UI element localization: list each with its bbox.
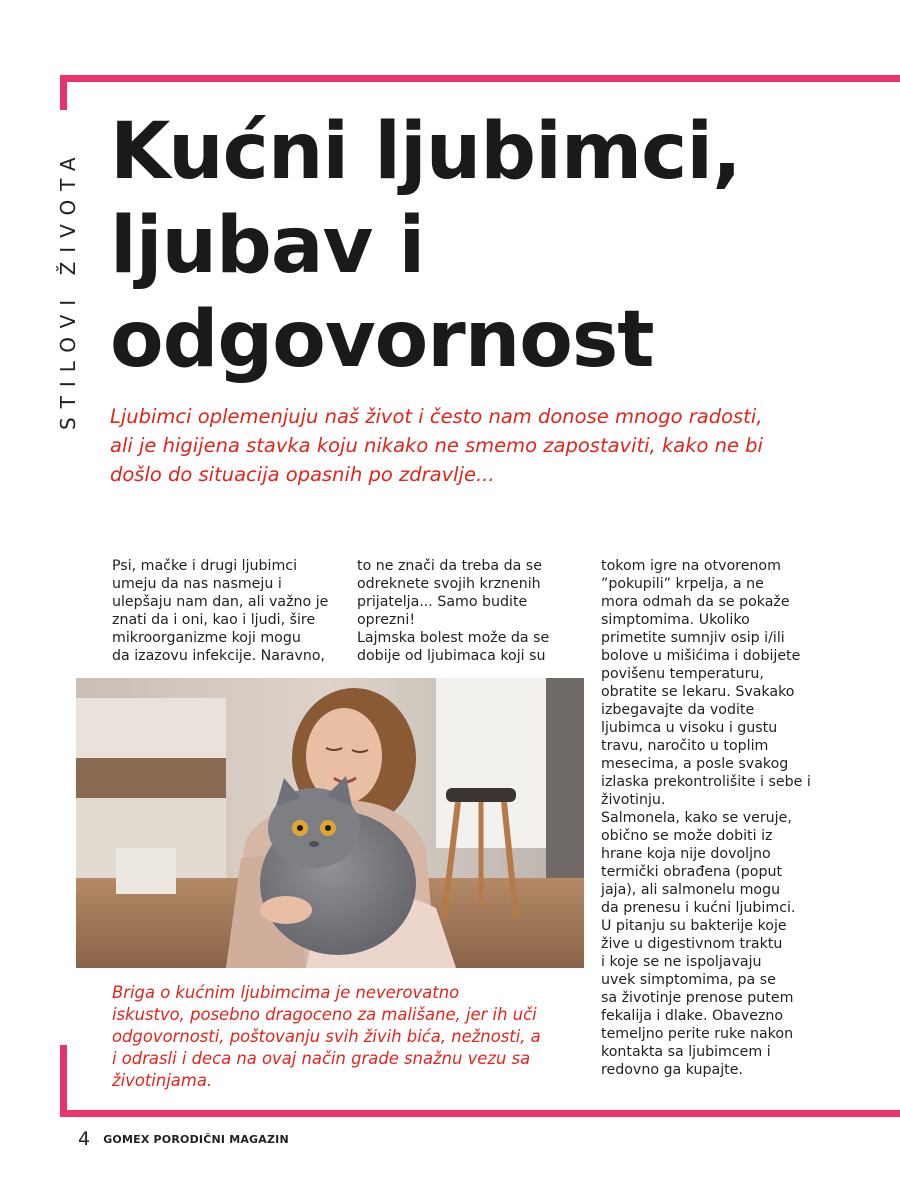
article-photo-woman-hugging-cat bbox=[76, 678, 584, 968]
body-line: Lajmska bolest može da se bbox=[357, 630, 550, 646]
title-line: Kućni ljubimci, bbox=[110, 107, 741, 197]
lead-line: ali je higijena stavka koju nikako ne smemo zapostaviti, kako ne bi bbox=[110, 434, 763, 457]
body-line: izbegavajte da vodite bbox=[601, 702, 755, 718]
caption-line: i odrasli i deca na ovaj način grade snažnu vezu sa bbox=[112, 1049, 531, 1068]
body-line: ”pokupili” krpelja, a ne bbox=[601, 576, 764, 592]
body-line: da izazovu infekcije. Naravno, bbox=[112, 648, 326, 664]
body-line: odreknete svojih krznenih bbox=[357, 576, 541, 592]
body-line: dobije od ljubimaca koji su bbox=[357, 648, 546, 664]
body-line: hrane koja nije dovoljno bbox=[601, 846, 771, 862]
body-line: redovno ga kupajte. bbox=[601, 1062, 743, 1078]
body-line: obično se može dobiti iz bbox=[601, 828, 773, 844]
body-column-2 bbox=[357, 557, 587, 665]
body-line: ljubimca u visoku i gustu bbox=[601, 720, 778, 736]
page-number: 4 bbox=[78, 1128, 91, 1150]
body-line: tokom igre na otvorenom bbox=[601, 558, 781, 574]
body-line: sa životinje prenose putem bbox=[601, 990, 794, 1006]
body-line: znati da i oni, kao i ljudi, šire bbox=[112, 612, 316, 628]
body-column-1 bbox=[112, 557, 342, 665]
body-line: U pitanju su bakterije koje bbox=[601, 918, 787, 934]
caption-line: Briga o kućnim ljubimcima je neverovatno bbox=[112, 983, 460, 1002]
caption-line: iskustvo, posebno dragoceno za mališane, jer ih uči bbox=[112, 1005, 537, 1024]
page-footer bbox=[78, 1128, 289, 1152]
body-line: mikroorganizme koji mogu bbox=[112, 630, 301, 646]
frame-bottom-border bbox=[60, 1110, 900, 1117]
magazine-name: GOMEX PORODIČNI MAGAZIN bbox=[103, 1132, 289, 1146]
frame-top-border bbox=[60, 75, 900, 82]
body-line: temeljno perite ruke nakon bbox=[601, 1026, 794, 1042]
body-line: primetite sumnjiv osip i/ili bbox=[601, 630, 785, 646]
body-line: to ne znači da treba da se bbox=[357, 558, 542, 574]
body-line: oprezni! bbox=[357, 612, 416, 628]
title-line: odgovornost bbox=[110, 295, 654, 385]
body-line: uvek simptomima, pa se bbox=[601, 972, 776, 988]
body-line: termički obrađena (poput bbox=[601, 864, 783, 880]
body-line: simptomima. Ukoliko bbox=[601, 612, 750, 628]
title-line: ljubav i bbox=[110, 201, 425, 291]
body-column-3 bbox=[601, 557, 831, 1079]
body-line: travu, naročito u toplim bbox=[601, 738, 769, 754]
body-line: fekalija i dlake. Obavezno bbox=[601, 1008, 784, 1024]
frame-left-bottom-border bbox=[60, 1045, 67, 1117]
article-title bbox=[110, 105, 870, 387]
lead-line: Ljubimci oplemenjuju naš život i često nam donose mnogo radosti, bbox=[110, 405, 763, 428]
body-line: umeju da nas nasmeju i bbox=[112, 576, 282, 592]
body-line: žive u digestivnom traktu bbox=[601, 936, 783, 952]
body-line: životinju. bbox=[601, 792, 666, 808]
caption-line: životinjama. bbox=[112, 1071, 213, 1090]
body-line: mesecima, a posle svakog bbox=[601, 756, 789, 772]
body-line: ulepšaju nam dan, ali važno je bbox=[112, 594, 329, 610]
body-line: Salmonela, kako se veruje, bbox=[601, 810, 792, 826]
article-lead bbox=[110, 402, 870, 489]
frame-left-top-border bbox=[60, 75, 67, 110]
section-label: STILOVI ŽIVOTA bbox=[56, 148, 80, 430]
body-line: prijatelja... Samo budite bbox=[357, 594, 528, 610]
body-line: obratite se lekaru. Svakako bbox=[601, 684, 795, 700]
body-line: izlaska prekontrolišite i sebe i bbox=[601, 774, 811, 790]
caption-line: odgovornosti, poštovanju svih živih bića, nežnosti, a bbox=[112, 1027, 541, 1046]
lead-line: došlo do situacija opasnih po zdravlje... bbox=[110, 463, 495, 486]
body-line: jaja), ali salmonelu mogu bbox=[601, 882, 781, 898]
body-line: kontakta sa ljubimcem i bbox=[601, 1044, 771, 1060]
body-line: povišenu temperaturu, bbox=[601, 666, 764, 682]
body-line: i koje se ne ispoljavaju bbox=[601, 954, 762, 970]
body-line: bolove u mišićima i dobijete bbox=[601, 648, 801, 664]
body-line: da prenesu i kućni ljubimci. bbox=[601, 900, 796, 916]
body-line: Psi, mačke i drugi ljubimci bbox=[112, 558, 298, 574]
body-line: mora odmah da se pokaže bbox=[601, 594, 790, 610]
photo-caption bbox=[112, 982, 592, 1092]
